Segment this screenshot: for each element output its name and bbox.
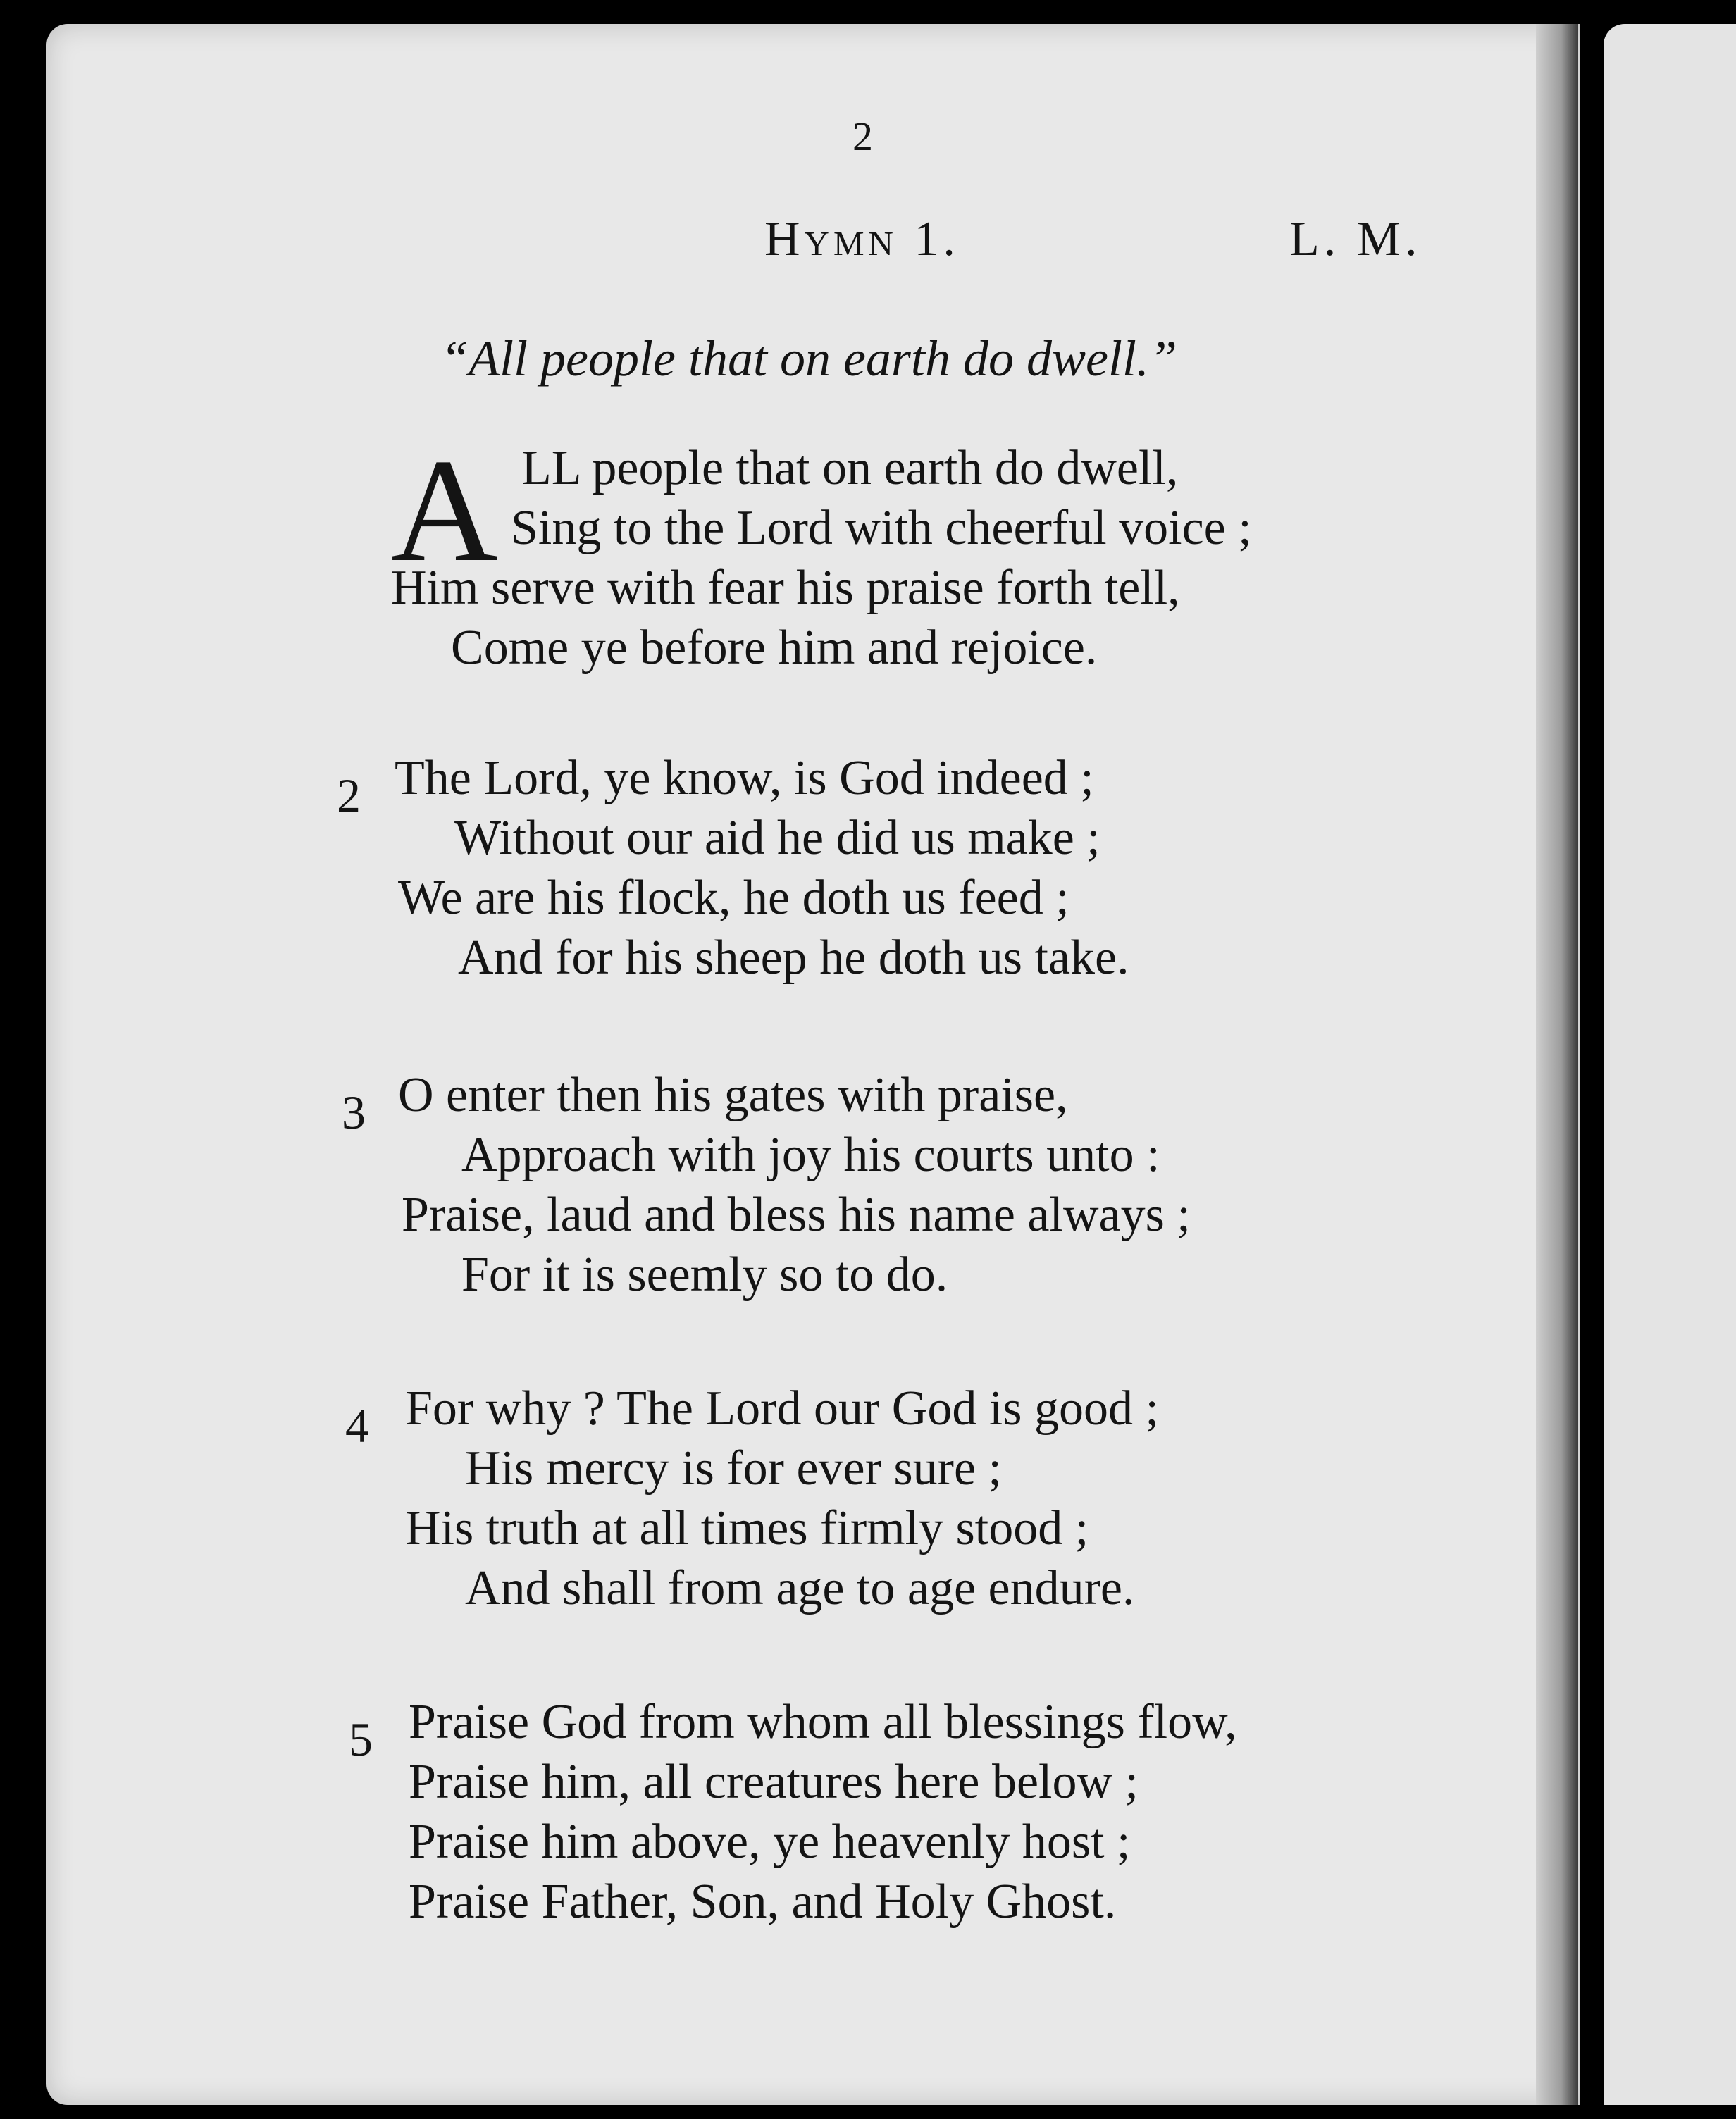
verse-line: Praise, laud and bless his name always ; bbox=[402, 1188, 1191, 1242]
verse-line: The Lord, ye know, is God indeed ; bbox=[395, 751, 1094, 805]
verse-line: Approach with joy his courts unto : bbox=[461, 1128, 1160, 1182]
verse-line: Him serve with fear his praise forth tell, bbox=[391, 561, 1180, 615]
verse-line: Come ye before him and rejoice. bbox=[451, 621, 1098, 675]
verse-line: For it is seemly so to do. bbox=[461, 1248, 948, 1302]
verse-line: And for his sheep he doth us take. bbox=[458, 931, 1129, 985]
verse-line: Praise him, all creatures here below ; bbox=[409, 1755, 1139, 1809]
hymn-title: Hymn 1. bbox=[764, 212, 960, 266]
hymn-meter: L. M. bbox=[1289, 212, 1422, 266]
verse-line: For why ? The Lord our God is good ; bbox=[405, 1381, 1159, 1436]
verse-line: And shall from age to age endure. bbox=[465, 1561, 1135, 1615]
verse-line: His mercy is for ever sure ; bbox=[465, 1441, 1002, 1496]
verse-line: LL people that on earth do dwell, bbox=[521, 441, 1179, 495]
verse-line: Without our aid he did us make ; bbox=[454, 811, 1100, 865]
drop-cap: A bbox=[391, 429, 498, 592]
verse-number: 2 bbox=[337, 769, 361, 822]
verse-line: His truth at all times firmly stood ; bbox=[405, 1501, 1089, 1555]
verse-line: Sing to the Lord with cheerful voice ; bbox=[511, 501, 1252, 555]
verse-line: Praise him above, ye heavenly host ; bbox=[409, 1815, 1131, 1869]
hymn-first-line-heading: “All people that on earth do dwell.” bbox=[440, 330, 1177, 387]
verse-number: 5 bbox=[349, 1713, 373, 1766]
verse-number: 4 bbox=[345, 1399, 369, 1453]
verse-number: 3 bbox=[342, 1086, 366, 1139]
verse-line: We are his flock, he doth us feed ; bbox=[398, 871, 1070, 925]
book-gutter bbox=[1536, 24, 1578, 2105]
verse-line: Praise God from whom all blessings flow, bbox=[409, 1695, 1237, 1749]
verse-line: O enter then his gates with praise, bbox=[398, 1068, 1068, 1122]
verse-line: Praise Father, Son, and Holy Ghost. bbox=[409, 1875, 1117, 1929]
page-number: 2 bbox=[852, 113, 873, 159]
facing-page-edge bbox=[1604, 24, 1736, 2105]
